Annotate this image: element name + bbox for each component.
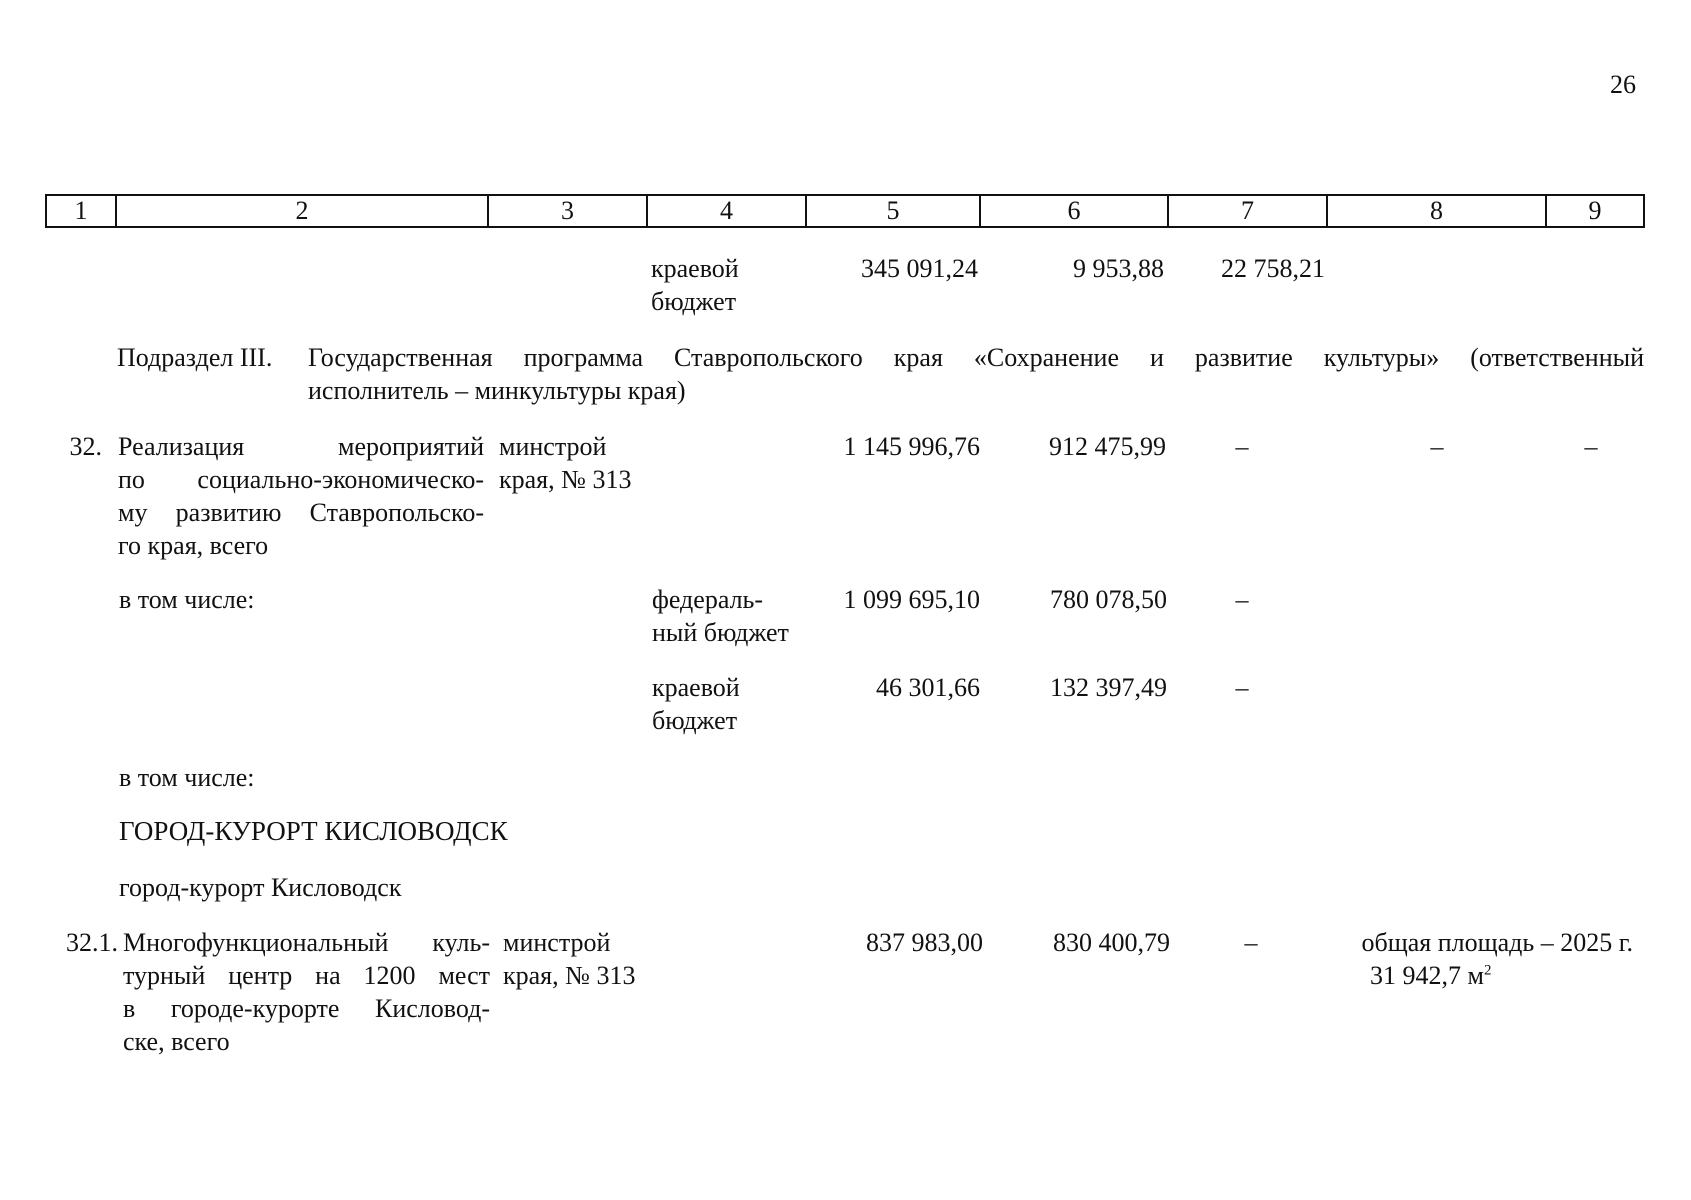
carry-col6: 9 953,88 — [1073, 254, 1164, 283]
item-32-col6: 912 475,99 — [1049, 432, 1166, 461]
column-header-6: 6 — [981, 196, 1169, 226]
subsection-title-line1: Государственная программа Ставропольского края «Сохранение и развитие культуры» (ответственный — [308, 343, 1644, 372]
including-label-2: в том числе: — [119, 763, 255, 792]
item-32-including-label: в том числе: — [119, 585, 255, 614]
carry-col7: 22 758,21 — [1221, 254, 1325, 283]
item-32-1-name — [123, 926, 490, 1058]
regional-source-line2: бюджет — [652, 706, 738, 735]
item-32-1-col8-line2 — [1370, 959, 1491, 992]
column-header-3: 3 — [489, 196, 648, 226]
carry-source-line2: бюджет — [651, 287, 737, 316]
city-heading: ГОРОД-КУРОРТ КИСЛОВОДСК — [119, 816, 508, 846]
city-subheading: город-курорт Кисловодск — [119, 873, 402, 902]
item-32-1-col7: – — [1244, 928, 1258, 957]
item-32-1-col6: 830 400,79 — [1053, 928, 1170, 957]
item-32-1-name-line3: в городе-курорте Кисловод- — [123, 994, 490, 1023]
item-32-col5: 1 145 996,76 — [843, 432, 980, 461]
column-header-9: 9 — [1588, 196, 1602, 225]
federal-col5: 1 099 695,10 — [843, 585, 980, 614]
area-unit-exponent: 2 — [1483, 962, 1492, 979]
item-32-name-line1: Реализация мероприятий — [118, 432, 484, 461]
item-32-1-col5: 837 983,00 — [866, 928, 983, 957]
page-number: 26 — [1610, 70, 1636, 99]
item-32-col7: – — [1235, 432, 1249, 461]
carry-source-line1: краевой — [651, 254, 739, 283]
item-32-1-name-line1: Многофункциональный куль- — [123, 928, 490, 957]
regional-col7: – — [1235, 673, 1249, 702]
item-32-name-line2: по социально-экономическо- — [118, 465, 484, 494]
column-header-4: 4 — [648, 196, 807, 226]
item-32-col9: – — [1584, 432, 1598, 461]
item-32-1-name-line2: турный центр на 1200 мест — [123, 961, 490, 990]
item-32-name-line4: го края, всего — [118, 531, 269, 560]
item-32-1-executor-line2: края, № 313 — [503, 961, 636, 990]
regional-col6: 132 397,49 — [1050, 673, 1167, 702]
item-32-name — [118, 430, 484, 562]
item-32-executor-line2: края, № 313 — [499, 465, 632, 494]
item-32-1-name-line4: ске, всего — [123, 1027, 230, 1056]
subsection-title-line2: исполнитель – минкультуры края) — [308, 376, 686, 405]
column-header-1: 1 — [47, 196, 117, 226]
regional-col5: 46 301,66 — [876, 673, 980, 702]
item-32-name-line3: му развитию Ставропольско- — [118, 498, 484, 527]
item-32-number: 32. — [69, 432, 102, 461]
federal-col7: – — [1235, 585, 1249, 614]
federal-source-line2: ный бюджет — [652, 618, 789, 647]
subsection-label: Подраздел III. — [117, 343, 273, 372]
item-32-executor-line1: минстрой — [499, 432, 607, 461]
federal-source-line1: федераль- — [652, 585, 764, 614]
column-header-row — [45, 194, 1645, 228]
column-header-8: 8 — [1328, 196, 1547, 226]
item-32-1-col8-line1: общая площадь – 2025 г. — [1361, 928, 1633, 957]
federal-col6: 780 078,50 — [1050, 585, 1167, 614]
regional-source-line1: краевой — [652, 673, 740, 702]
item-32-1-executor-line1: минстрой — [503, 928, 611, 957]
area-value: 31 942,7 м — [1370, 961, 1484, 990]
item-32-1-number: 32.1. — [66, 928, 118, 957]
carry-col5: 345 091,24 — [861, 254, 978, 283]
column-header-2: 2 — [117, 196, 489, 226]
column-header-7: 7 — [1169, 196, 1328, 226]
column-header-5: 5 — [807, 196, 981, 226]
item-32-col8: – — [1430, 432, 1444, 461]
